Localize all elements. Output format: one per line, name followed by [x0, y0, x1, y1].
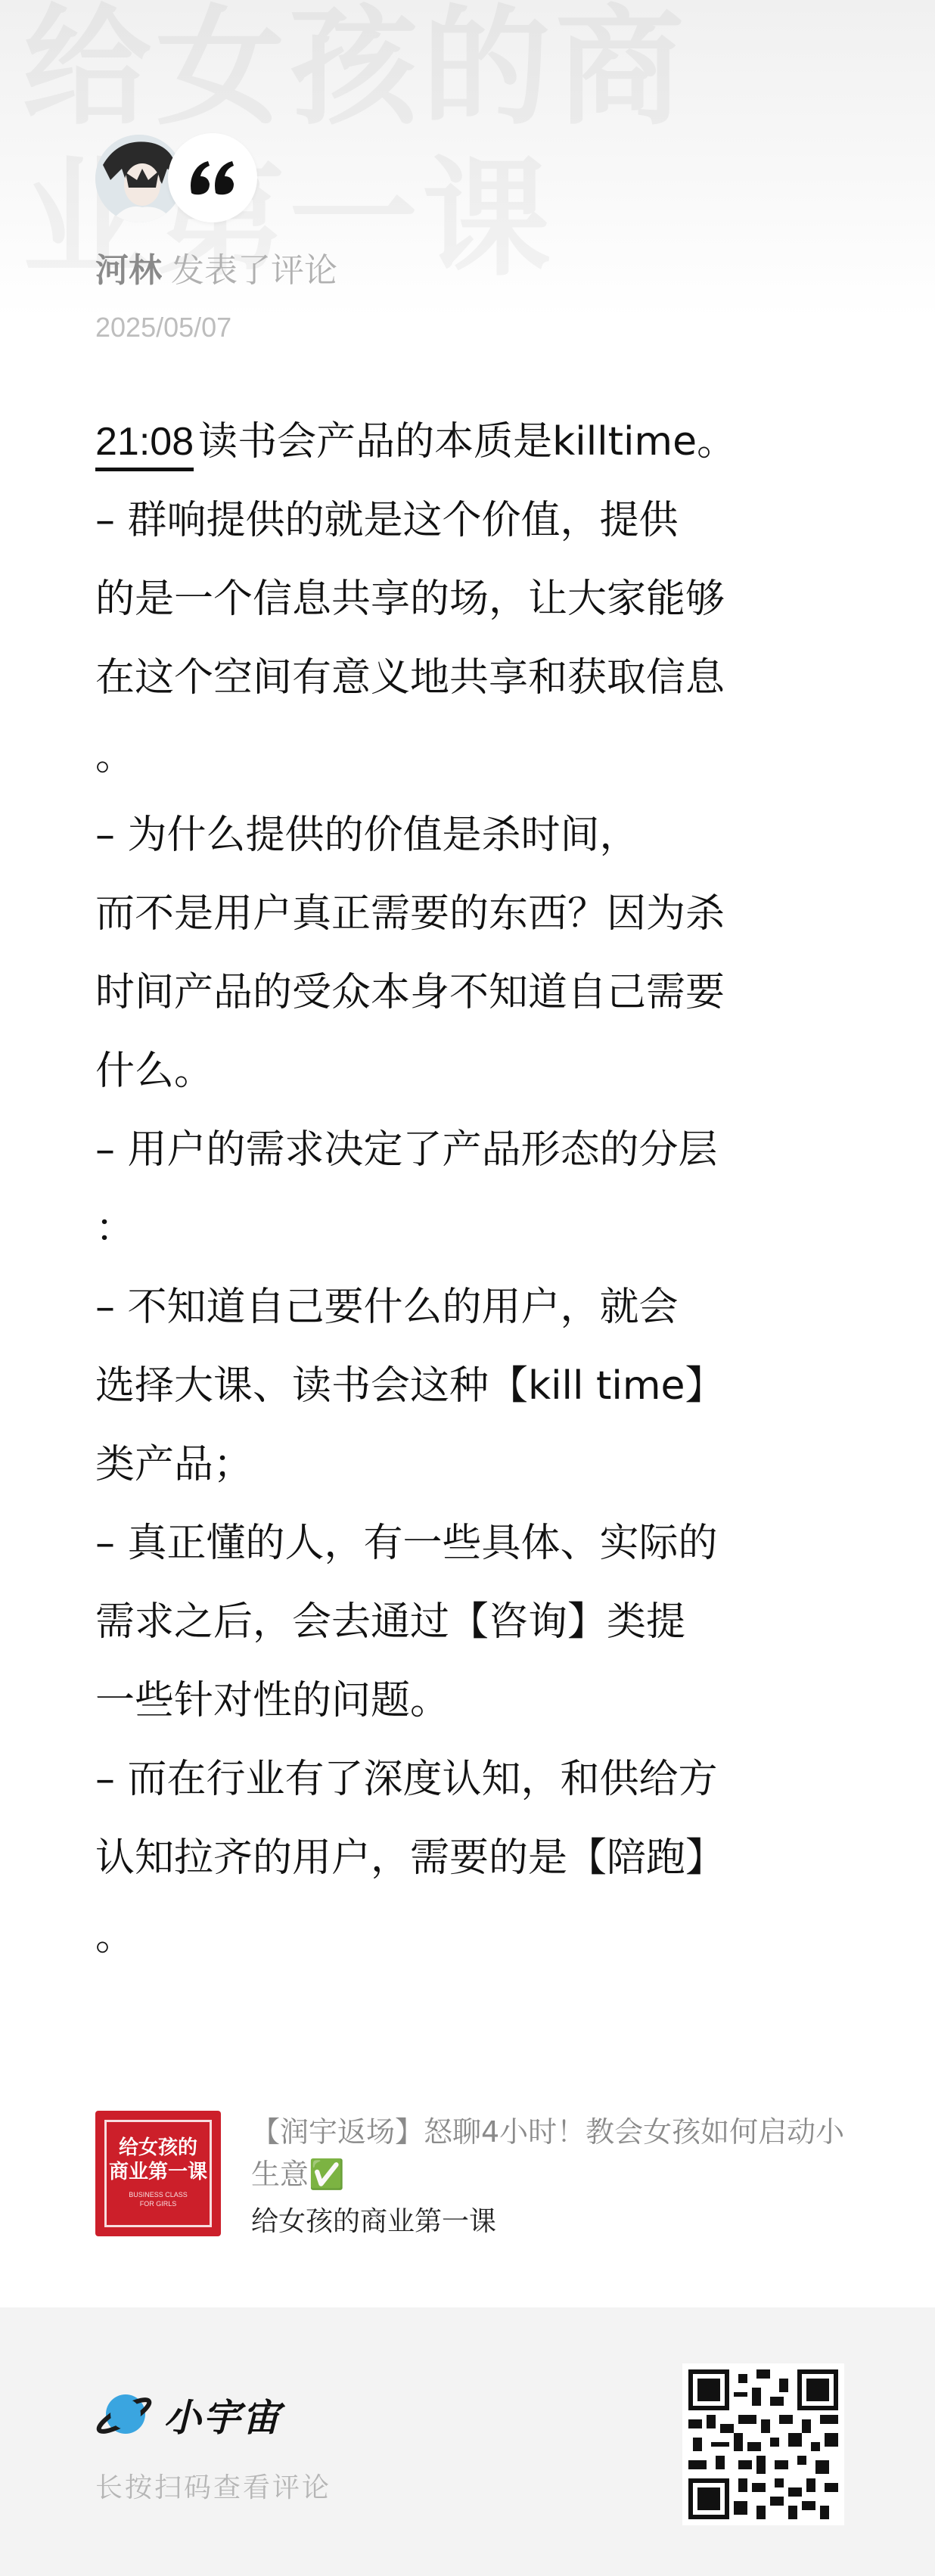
cover-title: 给女孩的 商业第一课 — [108, 2136, 207, 2183]
scan-hint: 长按扫码查看评论 — [95, 2472, 332, 2503]
planet-icon — [94, 2388, 154, 2441]
comment-date: 2025/05/07 — [95, 312, 232, 343]
quote-icon — [168, 133, 257, 222]
comment-body — [95, 402, 852, 1976]
author-line — [95, 250, 337, 292]
episode-cover — [95, 2111, 221, 2236]
author-action: 发表了评论 — [171, 251, 337, 290]
episode-title: 【润宇返场】怒聊4小时！教会女孩如何启动小生意✅ — [251, 2115, 845, 2191]
share-footer — [0, 2307, 935, 2576]
podcast-name: 给女孩的商业第一课 — [251, 2206, 497, 2237]
timestamp-link[interactable]: 21:08 — [95, 418, 194, 471]
app-name: 小宇宙 — [163, 2396, 281, 2440]
comment-text: 读书会产品的本质是killtime。 – 群响提供的就是这个价值，提供 的是一个信息共享的场，让大家能够 在这个空间有意义地共享和获取信息 。 – 为什么提供的价值是杀时间， 而不是用户真正需要的东西？因为杀 时间产品的受众本身不知道自己需要 什么。 – 用户的需求决定了产品形态的分层 ： – 不知道自己要什么的用户，就会 选择大课、读书会这种【kill time】 类产品； – 真正懂的人，有一些具体、实际的 需求之后，会去通过【咨询】类提 一些针对性的问题。 – 而在行业有了深度认知，和供给方 认知拉齐的用户，需要的是【陪跑】 。 — [95, 419, 737, 1959]
qr-code[interactable] — [682, 2363, 844, 2525]
app-logo — [94, 2388, 281, 2442]
author-name[interactable]: 河林 — [95, 251, 162, 290]
cover-subtitle: BUSINESS CLASS FOR GIRLS — [129, 2191, 188, 2208]
episode-card[interactable] — [95, 2111, 852, 2239]
